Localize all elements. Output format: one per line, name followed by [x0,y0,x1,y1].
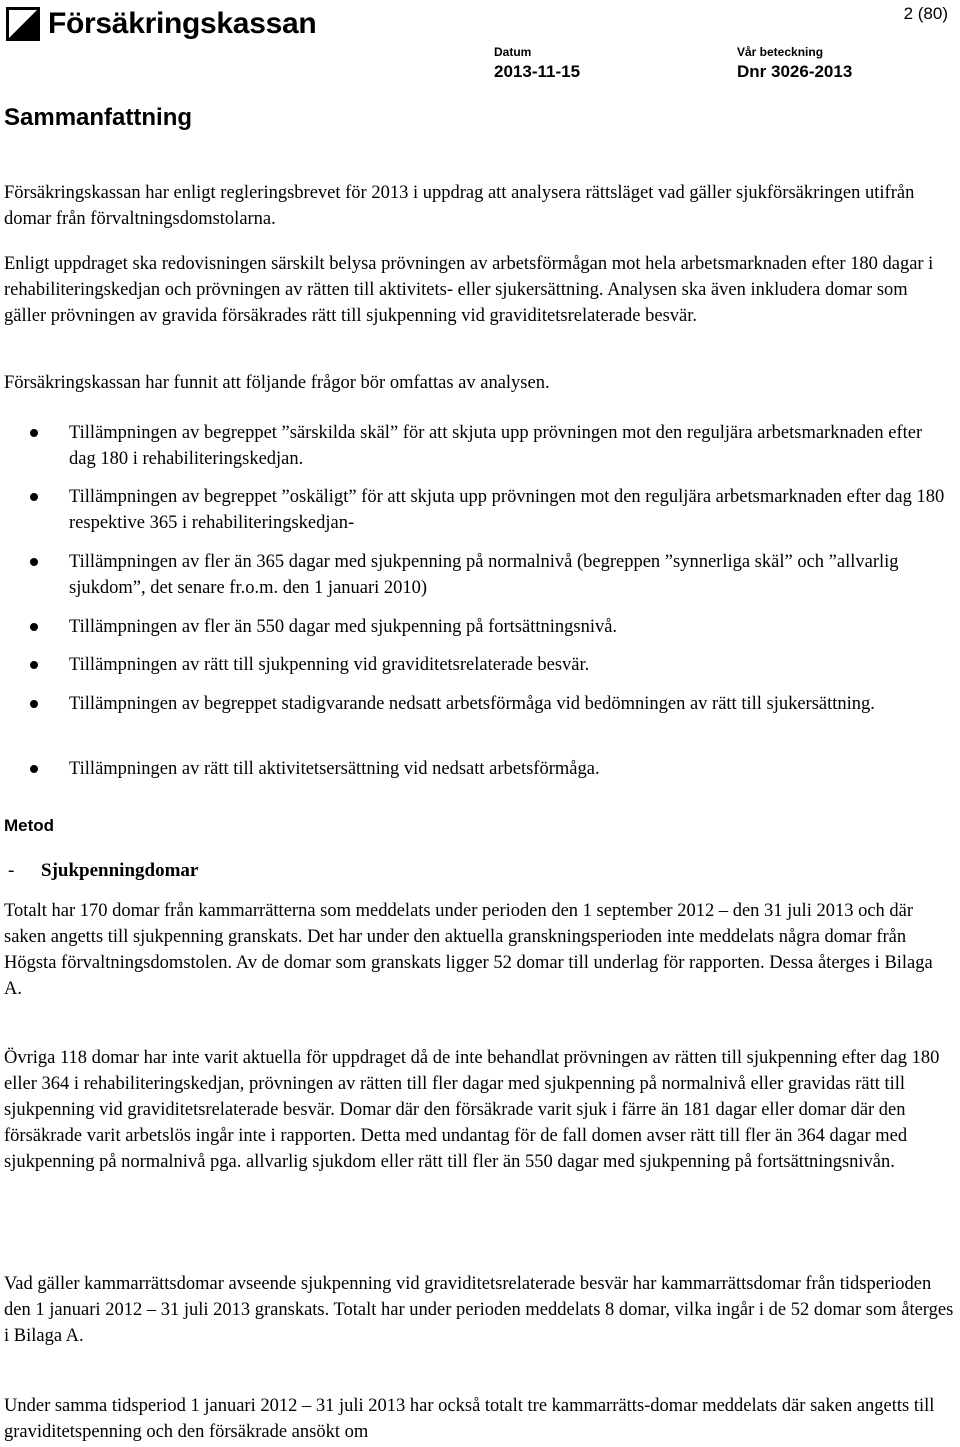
list-item-text: Tillämpningen av rätt till aktivitetsersättning vid nedsatt arbetsförmåga. [69,759,600,779]
method-paragraph: Övriga 118 domar har inte varit aktuella för uppdraget då de inte behandlat prövningen av rätten till sjukpenning efter dag 180 eller 364 i rehabiliteringskedjan, prövningen av rätten till fler dagar med sjukpenning på normalnivå eller gravidas rätt till sjukpenning vid graviditetsrelaterade besvär. Domar där den försäkrade varit sjuk i färre än 181 dagar eller domar där den försäkrade varit arbetslös ingår inte i rapporten. Detta med undantag för de fall domen avser rätt till fler än 364 dagar med sjukpenning på normalnivå pga. allvarlig sjukdom eller rätt till fler än 550 dagar med sjukpenning på fortsättningsnivån. [4,1048,940,1172]
bullet-icon [30,493,38,501]
subsection-dash: - [8,860,15,881]
bullet-icon [30,429,38,437]
method-paragraph: Totalt har 170 domar från kammarrätterna som meddelats under perioden den 1 september 2012 – den 31 juli 2013 och där saken angetts till sjukpenning granskats. Det har under den aktuella granskningsperioden inte meddelats några domar från Högsta förvaltningsdomstolen. Av de domar som granskats ligger 52 domar till underlag för rapporten. Dessa återges i Bilaga A. [4,901,933,999]
section-title-method: Metod [4,816,55,835]
section-title-summary: Sammanfattning [4,104,193,131]
date-label: Datum [494,45,532,59]
reference-value: Dnr 3026-2013 [737,62,853,81]
list-item-text: Tillämpningen av begreppet stadigvarande nedsatt arbetsförmåga vid bedömningen av rätt till sjukersättning. [69,694,875,714]
reference-label: Vår beteckning [737,45,824,59]
list-item-text: Tillämpningen av fler än 550 dagar med sjukpenning på fortsättningsnivå. [69,617,618,637]
summary-paragraph: Enligt uppdraget ska redovisningen särskilt belysa prövningen av arbetsförmågan mot hela arbetsmarknaden efter 180 dagar i rehabiliteringskedjan och prövningen av rätten till aktivitets- eller sjukersättning. Analysen ska även inkludera domar som gäller prövningen av gravida försäkrades rätt till sjukpenning vid graviditetsrelaterade besvär. [4,254,934,326]
bullet-icon [30,558,38,566]
logo-text: Försäkringskassan [48,7,317,40]
logo [6,4,316,44]
bullet-icon [30,661,38,669]
bullet-icon [30,765,38,773]
summary-paragraph: Försäkringskassan har enligt regleringsbrevet för 2013 i uppdrag att analysera rättsläget vad gäller sjukförsäkringen utifrån domar från förvaltningsdomstolarna. [4,183,915,229]
list-item-text: Tillämpningen av begreppet ”särskilda skäl” för att skjuta upp prövningen mot den reguljära arbetsmarknaden efter dag 180 i rehabiliteringskedjan. [69,423,923,469]
summary-paragraph: Försäkringskassan har funnit att följande frågor bör omfattas av analysen. [4,373,550,393]
bullet-icon [30,700,38,708]
list-item-text: Tillämpningen av fler än 365 dagar med sjukpenning på normalnivå (begreppen ”synnerliga skäl” och ”allvarlig sjukdom”, det senare fr.o.m. den 1 januari 2010) [69,552,899,598]
logo-mark-icon [6,7,40,41]
subsection-heading [8,860,198,882]
subsection-title: Sjukpenningdomar [41,860,199,881]
bullet-icon [30,623,38,631]
list-item-text: Tillämpningen av begreppet ”oskäligt” för att skjuta upp prövningen mot den reguljära arbetsmarknaden efter dag 180 respektive 365 i rehabiliteringskedjan- [69,487,945,533]
method-paragraph: Vad gäller kammarrättsdomar avseende sjukpenning vid graviditetsrelaterade besvär har kammarrättsdomar från tidsperioden den 1 januari 2012 – 31 juli 2013 granskats. Totalt har under perioden meddelats 8 domar, vilka ingår i de 52 domar som återges i Bilaga A. [4,1274,954,1346]
date-value: 2013-11-15 [494,62,581,81]
list-item-text: Tillämpningen av rätt till sjukpenning vid graviditetsrelaterade besvär. [69,655,590,675]
method-paragraph: Under samma tidsperiod 1 januari 2012 – 31 juli 2013 har också totalt tre kammarrätts-domar meddelats där saken angetts till graviditetspenning och den försäkrade ansökt om [4,1396,935,1442]
page-number: 2 (80) [903,4,948,23]
